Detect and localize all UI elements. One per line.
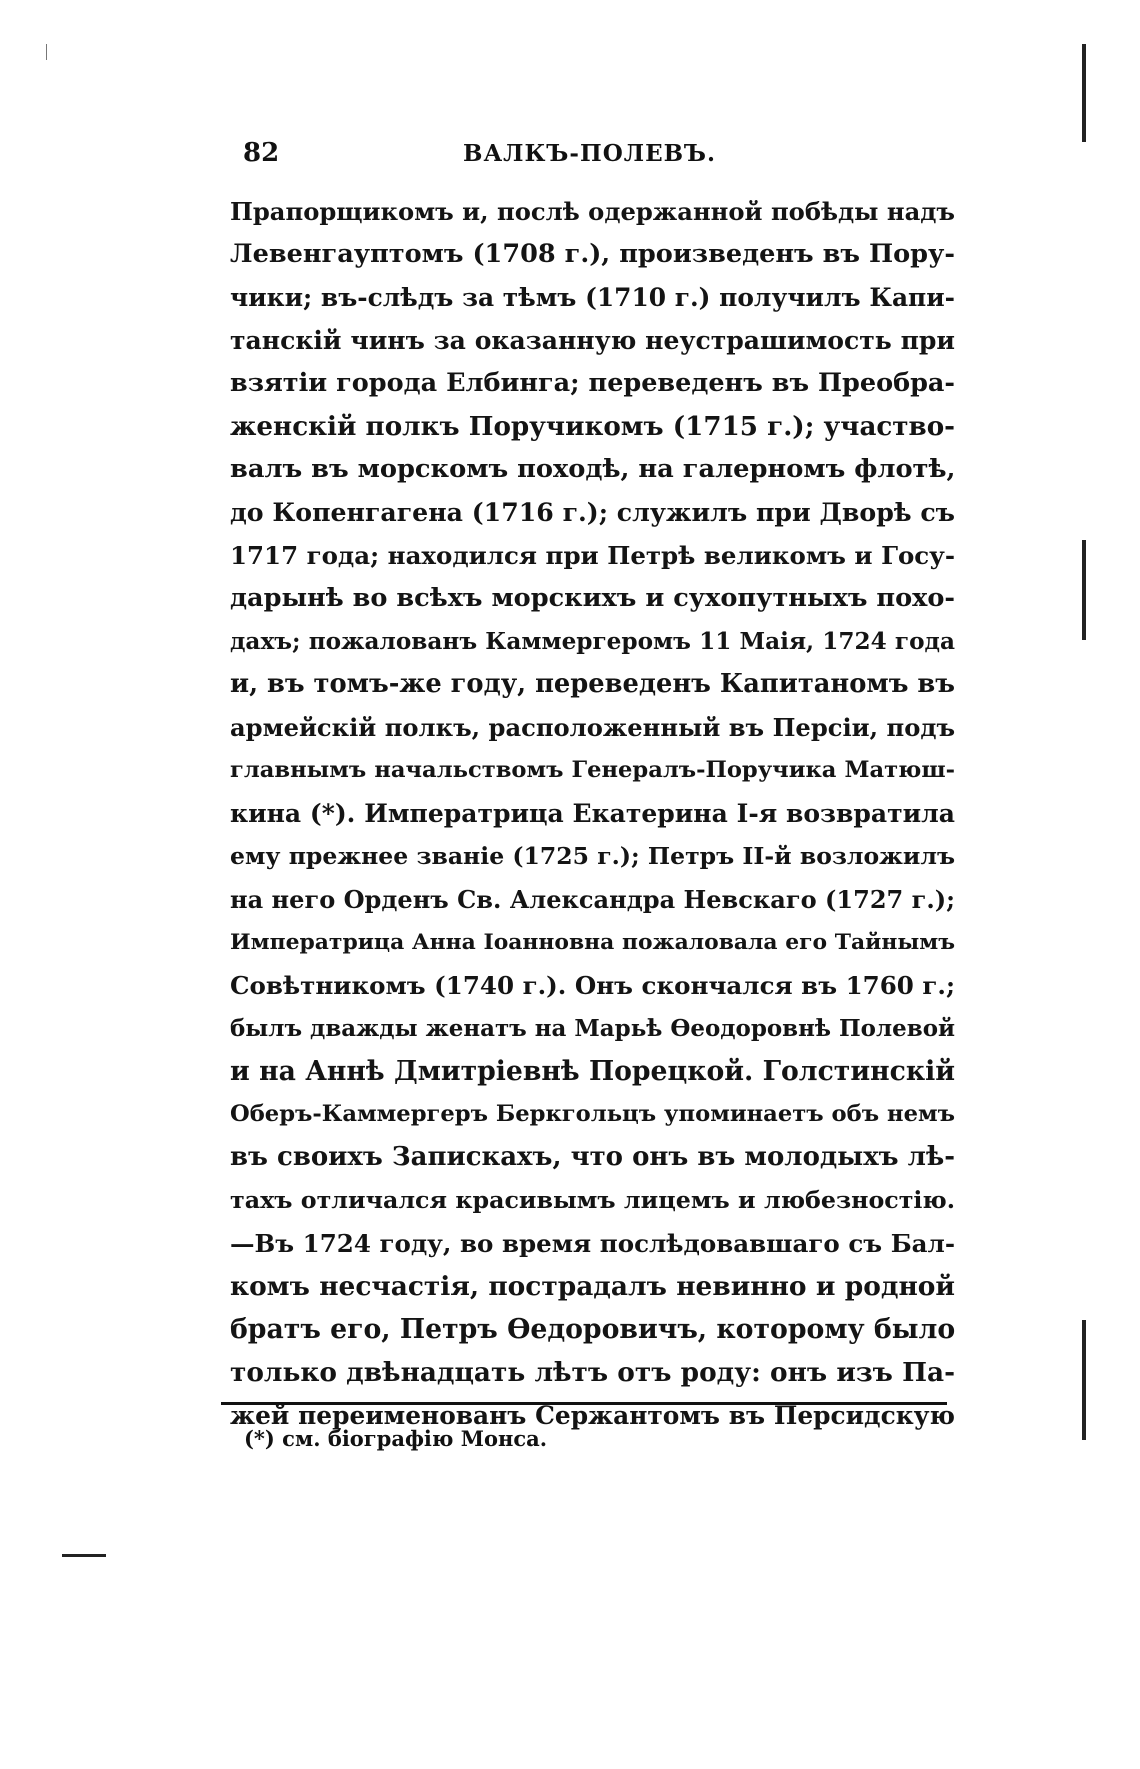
page-number: 82 <box>243 138 280 168</box>
text-line: взятіи города Елбинга; переведенъ въ Преобра- <box>230 368 955 398</box>
text-line: Прапорщикомъ и, послѣ одержанной побѣды надъ <box>230 197 956 226</box>
text-line: армейскій полкъ, расположенный въ Персіи, подъ <box>230 713 955 742</box>
text-line: дарынѣ во всѣхъ морскихъ и сухопутныхъ похо- <box>230 583 955 613</box>
text-line: жей переименованъ Сержантомъ въ Персидскую <box>230 1401 955 1430</box>
text-line: и, въ томъ-же году, переведенъ Капитаномъ въ <box>230 669 956 699</box>
text-line: комъ несчастія, пострадалъ невинно и родной <box>230 1271 955 1302</box>
body-text <box>230 190 955 1437</box>
text-line: и на Аннѣ Дмитріевнѣ Порецкой. Голстинскій <box>230 1056 955 1087</box>
scan-artifact-dash <box>62 1554 106 1557</box>
text-line: тахъ отличался красивымъ лицемъ и любезностію. <box>230 1186 955 1214</box>
text-line: на него Орденъ Св. Александра Невскаго (1727 г.); <box>230 885 956 914</box>
text-line: дахъ; пожалованъ Каммергеромъ 11 Маія, 1724 года <box>230 628 955 655</box>
text-line: танскій чинъ за оказанную неустрашимость при <box>230 325 955 355</box>
text-line: братъ его, Петръ Ѳедоровичъ, которому было <box>230 1314 956 1345</box>
running-head: ВАЛКЪ-ПОЛЕВЪ. <box>463 140 717 167</box>
text-line: главнымъ начальствомъ Генералъ-Поручика Матюш- <box>230 757 955 783</box>
text-line: Императрица Анна Іоанновна пожаловала его Тайнымъ <box>230 929 955 955</box>
text-line: женскій полкъ Поручикомъ (1715 г.); участво- <box>230 411 955 442</box>
text-line: чики; въ-слѣдъ за тѣмъ (1710 г.) получилъ Капи- <box>230 283 955 312</box>
footnote-divider <box>221 1402 947 1405</box>
text-line: въ своихъ Запискахъ, что онъ въ молодыхъ лѣ- <box>230 1142 955 1172</box>
text-line: до Копенгагена (1716 г.); служилъ при Дворѣ съ <box>230 497 955 527</box>
page-header <box>243 138 955 174</box>
text-line: Совѣтникомъ (1740 г.). Онъ скончался въ 1760 г.; <box>230 971 955 1000</box>
text-line: валъ въ морскомъ походѣ, на галерномъ флотѣ, <box>230 454 956 484</box>
text-line: —Въ 1724 году, во время послѣдовавшаго съ Бал- <box>230 1229 955 1258</box>
scan-artifact-edge-top <box>1082 44 1086 142</box>
text-line: былъ дважды женатъ на Марьѣ Ѳеодоровнѣ Полевой <box>230 1015 955 1042</box>
text-line: Левенгауптомъ (1708 г.), произведенъ въ Пору- <box>230 239 955 269</box>
footnote: (*) см. біографію Монса. <box>244 1426 548 1451</box>
text-line: кина (*). Императрица Екатерина I-я возвратила <box>230 798 955 828</box>
text-line: только двѣнадцать лѣтъ отъ роду: онъ изъ Па- <box>230 1357 955 1388</box>
scan-artifact-edge-middle <box>1082 540 1086 640</box>
scan-artifact-edge-bottom <box>1082 1320 1086 1440</box>
text-line: ему прежнее званіе (1725 г.); Петръ II-й возложилъ <box>230 842 955 870</box>
text-line: 1717 года; находился при Петрѣ великомъ и Госу- <box>230 541 955 570</box>
scan-artifact-tick <box>46 44 47 60</box>
text-line: Оберъ-Каммергеръ Беркгольцъ упоминаетъ объ немъ <box>230 1101 955 1127</box>
